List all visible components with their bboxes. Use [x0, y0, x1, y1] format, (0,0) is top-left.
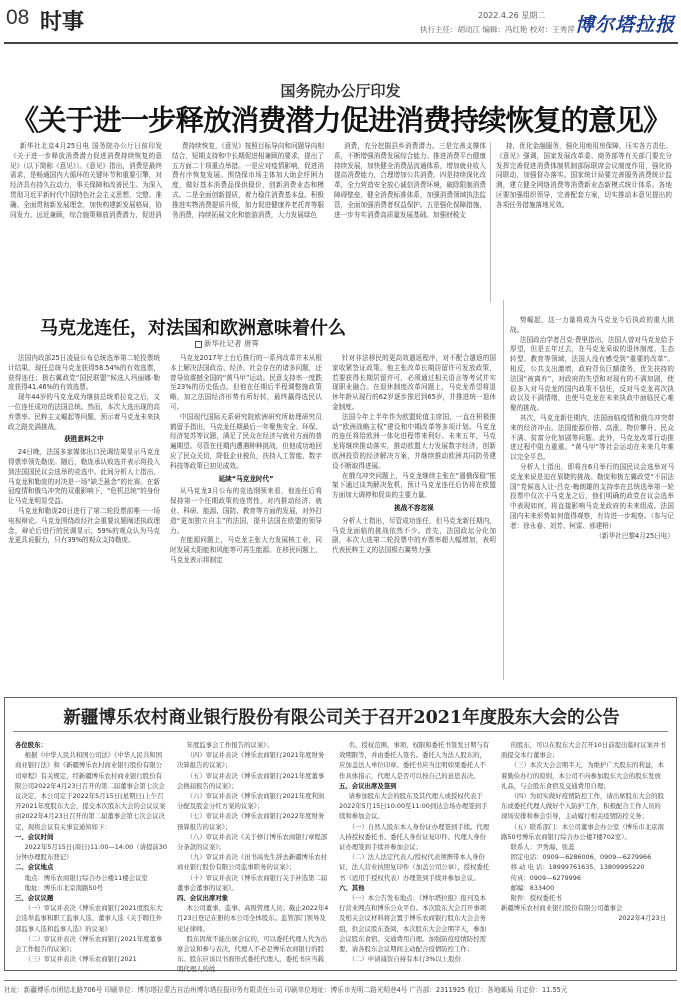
notice-paragraph: （八）审议并表决《关于修订博乐农商银行章程部分条款的议案》；: [177, 832, 328, 852]
notice-paragraph: 地点：博乐农商银行综合办公楼11楼会议室: [24, 873, 148, 882]
notice-paragraph: 移 动 电 话：18999761635、13809995220: [510, 863, 645, 872]
article1-column-4: [496, 142, 672, 302]
notice-paragraph: （五）联系部门：本公司董事会办公室（博乐市北京南路50号博乐农商银行综合办公楼7楼702室）。: [501, 822, 664, 841]
subheading: 挑战不容忽视: [394, 503, 434, 512]
notice-paragraph: 本公司董事、监事、高级管理人员；截止2022年4月23日登记在册的本公司全体股东。监管部门领导及见证律师。: [177, 904, 329, 933]
page-header: [0, 0, 681, 44]
dateline: （新华社巴黎4月25日电）: [595, 531, 674, 540]
paragraph: 从马克龙3月公布的竞选纲领来看，他连任后将保持第一个任期政策的连贯性，对内推动经济、就业、科研、能源、国防、教育等方面的发展，对外打造“更加独立自主”的法国，提升法国在欧盟的领导力。: [170, 487, 322, 535]
article1-headline: 《关于进一步释放消费潜力促进消费持续恢复的意见》: [10, 103, 671, 137]
notice-paragraph: 年度监事会工作报告的议案》；: [186, 741, 273, 749]
paragraph: 势崛起，这一力量将成为马克龙今后执政的重大挑战。: [510, 316, 674, 334]
byline-box-icon: [195, 341, 202, 348]
notice-heading: 五、会议出席及签到: [339, 781, 397, 790]
article1-text: 费持续恢复，《意见》按照目标导向和问题导向相结合，短期支持和中长期促进相兼顾的要求，提出了五方面二十项重点举措。一是应对疫情影响，促进消费有序恢复发展。围绕保市场主体加大助企纾困力度，做好基本消费品保供稳价，创新消费业态和模式。二是全面创新提质，着力稳住消费基本盘。积极推进实物消费提质升级，加力促进健康养老托育等服务消费，持续拓展文化和旅游消费，大力发展绿色: [172, 142, 324, 219]
notice-paragraph: （二）法人法定代表人/授权代表须携带本人身份证、法人营业执照复印件（加盖公司公章）、授权委托书（适用于授权代表）办理签到手续并参加会议。: [339, 853, 490, 882]
notice-paragraph: 地址：博乐市北京南路50号: [24, 883, 104, 892]
paragraph: 在俄乌冲突问题上，马克龙继续主张在“遏俄保稳”框架下通过谈判解决危机，预计马克龙连任后仍将在欧盟方面加大调停和促谈的主要力量。: [332, 471, 496, 500]
notice-paragraph: （四）为切实做好疫情防控工作，请出席股东大会的股东或委托代理人做好个人防护工作，积极配合工作人员的现场安排和参会引导，主动履行相关疫情防控义务；: [501, 792, 664, 821]
notice-paragraph: 邮编：833400: [510, 883, 555, 892]
section-title: 时事: [40, 9, 85, 35]
notice-paragraph: （三）审议并表决《博乐农商银行2021: [24, 955, 137, 964]
paragraph: 针对非法移民的更高效遣返程序，对不配合遣返的国家收紧签证政策。他主张改革长期居留许可发放政策，若要获得长期居留许可，必须通过相关语言等考试并实现职业融合。在退休制度改革问题上，马克龙希望将退休年龄从现行的62岁逐步推迟到65岁，并推进统一退休金制度。: [332, 354, 496, 411]
paragraph: 现年44岁的马克龙成为继前总统希拉克之后，又一位连任成功的法国总统。然而，本次大选出现的高弃票率、民粹主义崛起等问题，预示着马克龙未来执政之路充满挑战。: [8, 393, 160, 431]
column-divider: [490, 142, 491, 302]
notice-paragraph: 新疆博乐农村商业银行股份有限公司董事会: [501, 904, 623, 913]
notice-title: 新疆博乐农村商业银行股份有限公司关于召开2021年度股东大会的公告: [63, 708, 620, 728]
notice-paragraph: （一）本公告发布地点：《博尔塔拉报》报刊及本行营业网点和博乐公众平台。本次股东大会召开事项及相关会议材料将会置于博乐农商银行股东大会会务组，供会议股东查阅，本次股东大会会期半天，参加会议股东食宿、交通费用自理。加强防疫疫情防控需要，请各股东会议期间主动配合疫情防控工作；: [339, 894, 486, 954]
notice-column-1: [15, 740, 167, 966]
header-divider: [4, 42, 678, 44]
newspaper-masthead: 博尔塔拉报: [575, 14, 676, 36]
notice-heading: 一、会议时间: [15, 832, 54, 841]
paragraph: 在能源问题上，马克龙主张大力发展核工业，同时发展太阳能和风能等可再生能源。在移民问题上，马克龙表示将制定: [170, 536, 322, 564]
notice-heading: 四、会议出席对象: [177, 894, 229, 903]
notice-paragraph: （三）本次大会会期半天，为维护广大股东的利益，本着勤俭办行的原则，本公司不向参加股东大会的股东发放礼品，与会股东食宿及交通费用自理；: [501, 761, 664, 790]
notice-paragraph: （九）审议并表决《田书高先生辞去新疆博乐农村商业银行股份有限公司监事职务的议案》；: [177, 853, 328, 872]
notice-paragraph: 附件：授权委托书: [510, 894, 562, 903]
notice-paragraph: 名、授权范围、事项、权限和委托书签发日期与有效期限等，并由委托人签名。委托人为法人股东的，应加盖法人单位印章。委托书应当注明如果委托人不作具体指示，代理人是否可以按自己的意思表决。: [339, 741, 490, 780]
article1-text: 消费，充分挖掘县乡消费潜力。三是完善支撑体系，不断增强消费发展综合能力。推进消费平台健康持续发展，加快健全消费品流通体系，增加就业收入提高消费能力，合理增加公共消费。四是持续深化改革，全力营造安全放心诚信消费环境，破除限制消费障碍壁垒，健全消费标准体系，加强消费领域执法监管，全面加强消费者权益保护。五是强化保障措施，进一步夯实消费高质量发展基础。加强财税支: [334, 142, 486, 219]
notice-paragraph: （二）审议并表决《博乐农商银行2021年度董事会工作报告的议案》；: [15, 934, 163, 954]
subheading: 获胜意料之中: [64, 435, 104, 444]
notice-heading: 三、会议议题: [15, 894, 54, 903]
column-divider: [503, 300, 504, 680]
notice-heading: 二、会议地点: [15, 863, 54, 872]
notice-paragraph: （六）审议并表决《博乐农商银行2021年度利润分配及股金分红方案的议案》；: [177, 792, 325, 811]
notice-paragraph: 根据《中华人民共和国公司法》《中华人民共和国商业银行法》和《新疆博乐农村商业银行股份有限公司章程》有关规定，经新疆博乐农村商业银行股份有限公司2022年4月23日召开的第二届董事会第七次会议决定，本公司定于2022年5月15日(星期日)上午召开2021年度股东大会，提交本次股东大会的会议议案由2022年4月23日召开的第二届董事会第七次会议决定，现将会议有关事宜通知如下：: [15, 751, 166, 831]
paragraph: 分析人士指出，即将在6月举行的国民议会选举对马克龙来说是迫在眉睫的挑战。勒庞和极左翼政党“不屈法国”党候选人让-吕克·梅朗雄的支持率在总统选举第一轮投票中仅次于马克龙之后，他们明确的政党在议会选举中表现如何，将直接影响马克龙政府的未来组成。法国国内未来形势如何值得观察，有待进一步观察。（参与记者：徐永春、刘芳、柯雷、邢建桥）: [510, 462, 674, 530]
page-footer: 社址：新疆博乐市团结北路706号 印刷单位：博尔塔拉蒙古自治州博尔塔拉报印务有限责任公司 印刷单位地址：博乐市光明二路光明巷4号 广告部：2311925 收订：各地邮局 月定价：11.55元: [4, 980, 677, 994]
paragraph: 法国政治学者吕克·费里指出，法国人曾对马克龙给予厚望，但是五年过去，在马克龙采取的退休制度、生态转型、教育等领域，法国人没有感受到“重要的改革”。相反，公共支出激增，政府背负巨额债务，优先扶持的法国“被离弃”，对政府的失望和对现有的不满加剧，使很多人对马克龙的国内政策不信任，反对马克龙再次执政以及不满情绪，也使马克龙在未来执政中面临民心难聚的挑战。: [510, 335, 674, 413]
notice-heading: 六、其他: [339, 883, 365, 892]
article1-column-3: [334, 142, 486, 302]
article2-headline: 马克龙连任，对法国和欧洲意味着什么: [40, 318, 346, 339]
article2-column-4: [510, 316, 674, 684]
paragraph: 马克龙和勒庞20日进行了第二轮投票前唯一一场电视辩论。马克龙围绕政经社会重要议题阐述执政理念，辩论后进行的民调显示，59%的观众认为马克龙更具说服力，只有39%的观众支持勒庞。: [8, 506, 160, 545]
paragraph: 法国内政部25日凌晨公布总统选举第二轮投票统计结果，现任总统马克龙获得58.54%的有效选票，获得连任；极右翼政党“国民联盟”候选人玛丽娜·勒庞获得41.46%的有效选票。: [8, 354, 160, 392]
notice-heading: 各位股东：: [15, 741, 47, 749]
notice-paragraph: （一）审议并表决《博乐农商银行2021度股东大会选举监事和职工监事人选、董事人选《关于聘任外部监事人选和监事人选》的议案》: [15, 904, 163, 933]
notice-paragraph: （一）自然人股东本人身份证办理签到手续。代理人持授权委托书、委托人身份证复印件、代理人身份证办理签到手续并参加会议；: [339, 822, 490, 852]
subheading: 延续“马克龙时代”: [218, 474, 274, 483]
paragraph: 其次，马克龙新任期内，法国面临疫情和俄乌冲突带来的经济冲击。法国能源价格、高涨、物价攀升、民众不满、贫富分化加剧等问题。此外，马克龙改革行动推进过程中阻力重重。“黄马甲”等社会运动在未来几年难以完全平息。: [510, 413, 674, 462]
notice-column-4: [501, 740, 666, 966]
notice-paragraph: （五）审议并表决《博乐农商银行2021年度董事会换届报告的议案》；: [177, 771, 325, 790]
notice-paragraph: 的股东，可以在股东大会召开10日前提出临时议案并书面提交本行董事会；: [501, 741, 666, 760]
notice-paragraph: （十）审议并表决《博乐农商银行关于补选第二届董事会董事的议案》。: [177, 873, 328, 892]
notice-paragraph: 传真：0909—6279996: [510, 873, 581, 882]
notice-paragraph: 联系人：尹秀海、张蕊: [510, 843, 575, 852]
article1-kicker: 国务院办公厅印发: [280, 82, 401, 100]
editor-credits: 执行主任：胡动江 编辑：冯红艳 校对：王秀萍: [420, 25, 575, 34]
article2-column-1: [8, 354, 160, 684]
article2-column-2: [170, 354, 322, 684]
article1-column-2: [172, 142, 324, 302]
notice-column-3: [339, 740, 491, 966]
notice-divider: [13, 731, 668, 732]
article1-text: 持，优化金融服务，强化用地用房保障，压实各方责任。《意见》强调，国家发展改革委、商务部等有关部门要充分发挥完善促进消费体制机制部际联席会议制度作用，强化协同联动，加强督办落实。国家统计局要完善服务消费统计监测，建立健全网络消费等消费新业态新模式统计体系。各地区要加强组织领导，完善配套方案，切实推动本意见提出的各项任务措施落地见效。: [496, 142, 672, 209]
notice-paragraph: 请参加股东大会的股东及其代理人或授权代表于2022年5月15日10:00至11:00到达会场办理签到手续和参加会议。: [339, 792, 488, 821]
paragraph: 马克龙2017年上台后推行的一系列改革并未从根本上解决法国政治、经济、社会存在的诸多问题，还曾导致震撼全国的“黄马甲”运动。民意支持率一度跌至23%的历史低点。但他在任期后半程调整施政策略，加之法国经济形势有所好转，最终赢得选民认可。: [170, 354, 322, 411]
article2-byline: [195, 338, 259, 349]
article1-column-1: [10, 142, 162, 302]
page-number: 08: [6, 6, 30, 29]
notice-paragraph: （七）审议并表决《博乐农商银行2022年度财务预算报告的议案》；: [177, 812, 325, 831]
issue-date: 2022.4.26 星期二: [478, 11, 546, 20]
shareholder-notice: [4, 697, 677, 974]
paragraph: 分析人士指出，尽管成功连任，但马克龙新任期内，马克龙面临的挑战依然不少。首先，法国政坛分化加剧，本次大选第二轮投票中的弃票率超大幅增加，表明代表民粹主义的法国极右翼势力强: [332, 516, 496, 555]
paragraph: 中国现代国际关系研究院欧洲研究所助理研究员鹤留予指出，马克龙任期最后一年聚焦安全、环保、经济复苏等议题，满足了民众在经济与就业方面的普遍期望。尽管在任期内遭遇种种挑战，但他成功地回应了民众关切，降低企业税负，扶持人工智能、数字科技等政策已初见成效。: [170, 412, 322, 470]
notice-paragraph: 2022年5月15日(周日)11:00—14:00（请提前30分钟办理股东登记）: [15, 843, 167, 862]
paragraph: 法国今年上半年作为欧盟轮值主席国，一直在积极推动“欧洲战略主权”建设和中期改革等多项计划。马克龙的连任将给欧洲一体化进程带来利好。未来五年，马克龙将继续推动落实，推动欧盟大力发展数字经济，创新欧洲投资的经济解决方案，并继续推动欧洲共同防务建设不断取得进展。: [332, 412, 496, 470]
notice-column-2: [177, 740, 329, 974]
article2-column-3: [332, 354, 496, 684]
notice-paragraph: （四）审议并表决《博乐农商银行2021年度财务决算报告的议案》；: [177, 751, 325, 770]
byline-text: 新华社记者 唐霁: [204, 339, 259, 348]
article1-text: 新华社北京4月25日电 国务院办公厅日前印发《关于进一步释放消费潜力促进消费持续恢复的意见》（以下简称《意见》）。《意见》指出，消费是最终需求，是畅通国内大循环的关键环节和重要引擎，对经济具有持久拉动力，事关保障和改善民生。为深入贯彻习近平新时代中国特色社会主义思想，完整、准确、全面贯彻新发展理念，加快构建新发展格局，协同发力、远近兼顾，综合施策释放消费潜力，促进消: [10, 142, 162, 219]
notice-paragraph: 2022年4月23日: [618, 914, 666, 923]
notice-paragraph: 股东因故不能出席会议的，可以委托代理人代为出席会议和参与表决，代理人不必是博乐农商银行的股东。股东应该以书面形式委托代理人，委托书应当载明代理人的姓: [177, 934, 328, 974]
notice-paragraph: 固定电话：0909—6286006、0909—6279966: [510, 853, 652, 862]
paragraph: 24日晚，法国多家媒体出口民调结果显示马克龙得票率领先勒庞。随后，勒庞承认败选并表示将投入到法国国民议会选举的竞选中。此间分析人士指出，马克龙和勒庞的对决是一场“缺乏悬念”的比赛。在新冠疫情和俄乌冲突的双重影响下，“危机总统”的身份让马克龙明显受益。: [8, 448, 160, 506]
notice-paragraph: （二）申请减资自持有本行3%以上股份: [348, 955, 461, 964]
